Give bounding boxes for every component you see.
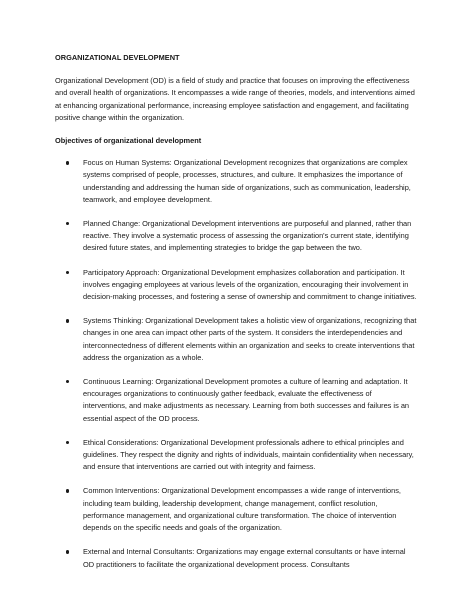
- list-item: [55, 157, 417, 206]
- list-item: [55, 437, 417, 474]
- document-title: ORGANIZATIONAL DEVELOPMENT: [55, 53, 180, 62]
- list-item-text: Common Interventions: Organizational Development encompasses a wide range of interventions, including team building, leadership development, change management, conflict resolution, performance management, and organizational culture transformation. The choice of intervention depends on the specific needs and goals of the organization.: [83, 486, 401, 533]
- list-item: [55, 546, 417, 570]
- bullet-icon: [66, 380, 69, 383]
- bullet-icon: [66, 161, 69, 164]
- bullet-icon: [66, 550, 69, 553]
- list-item-text: External and Internal Consultants: Organizations may engage external consultants or have internal OD practitioners to facilitate the organizational development process. Consultants: [83, 547, 406, 569]
- bullet-icon: [66, 222, 69, 225]
- list-item: [55, 315, 417, 364]
- list-item: [55, 218, 417, 255]
- list-item-text: Ethical Considerations: Organizational Development professionals adhere to ethical principles and guidelines. They respect the dignity and rights of individuals, maintain confidentiality when necessary, and ensure that interventions are carried out with integrity and fairness.: [83, 437, 414, 472]
- list-item-text: Participatory Approach: Organizational Development emphasizes collaboration and participation. It involves engaging employees at various levels of the organization, encouraging their involvement in decision-making processes, and fostering a sense of ownership and commitment to change initiatives.: [83, 267, 417, 302]
- section-heading: Objectives of organizational development: [55, 136, 202, 146]
- list-item: [55, 485, 417, 534]
- document-content: [55, 52, 417, 583]
- list-item: [55, 267, 417, 304]
- objectives-list: [55, 157, 417, 570]
- list-item-text: Systems Thinking: Organizational Development takes a holistic view of organizations, recognizing that changes in one area can impact other parts of the system. It considers the interdependencies and interconnectedness of different elements within an organization and seeks to create interventions that address the organization as a whole.: [83, 316, 417, 362]
- intro-paragraph: Organizational Development (OD) is a field of study and practice that focuses on improving the effectiveness and overall health of organizations. It encompasses a wide range of theories, models, and interventions aimed at enhancing organizational performance, increasing employee satisfaction and engagement, and facilitating positive change within the organization.: [55, 76, 415, 122]
- bullet-icon: [66, 271, 69, 274]
- bullet-icon: [66, 319, 69, 322]
- list-item: [55, 376, 417, 425]
- list-item-text: Focus on Human Systems: Organizational Development recognizes that organizations are complex systems comprised of people, processes, structures, and culture. It emphasizes the importance of understanding and addressing the human side of organizations, such as communication, leadership, teamwork, and employee development.: [83, 158, 411, 204]
- list-item-text: Continuous Learning: Organizational Development promotes a culture of learning and adaptation. It encourages organizations to continuously gather feedback, evaluate the effectiveness of interventions, and make adjustments as necessary. Learning from both successes and failures is an essential aspect of the OD process.: [83, 377, 410, 423]
- bullet-icon: [66, 441, 69, 444]
- bullet-icon: [66, 489, 69, 492]
- list-item-text: Planned Change: Organizational Development interventions are purposeful and planned, rather than reactive. They involve a systematic process of assessing the organization's current state, identifying desired future states, and implementing strategies to bridge the gap between the two.: [83, 219, 412, 253]
